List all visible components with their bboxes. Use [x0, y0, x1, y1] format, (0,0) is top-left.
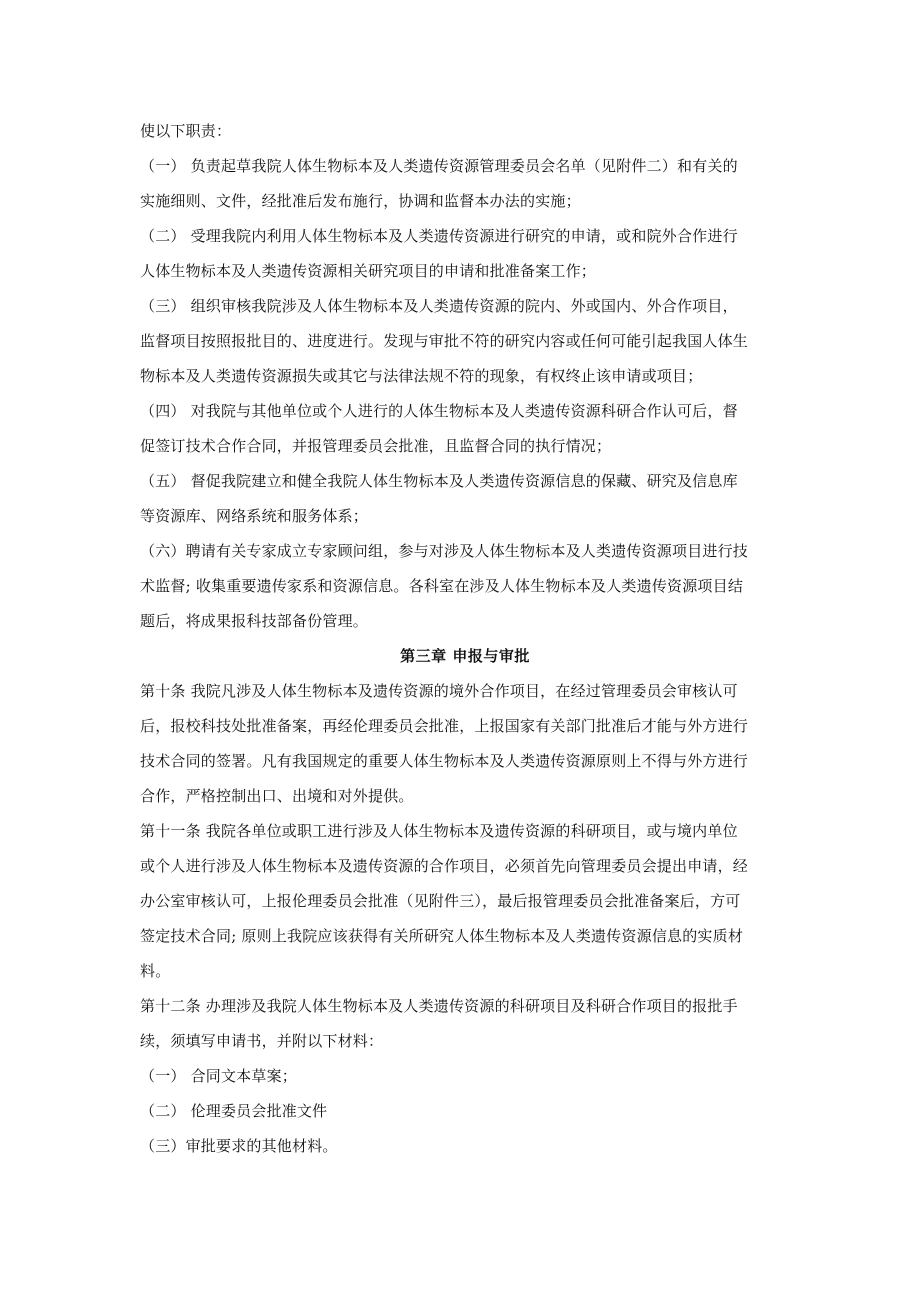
duty-item-3	[140, 289, 790, 394]
text-line: 办公室审核认可，上报伦理委员会批准（见附件三），最后报管理委员会批准备案后，方可	[140, 892, 741, 910]
text-line: 使以下职责：	[140, 122, 232, 140]
text-line: 技术合同的签署。凡有我国规定的重要人体生物标本及人类遗传资源原则上不得与外方进行	[140, 752, 749, 770]
text-line: 料。	[140, 962, 171, 980]
duty-item-6	[140, 534, 790, 639]
text-line: 人体生物标本及人类遗传资源相关研究项目的申请和批准备案工作；	[140, 262, 597, 280]
duty-item-5	[140, 464, 790, 534]
article-12	[140, 989, 790, 1059]
text-line: （四） 对我院与其他单位或个人进行的人体生物标本及人类遗传资源科研合作认可后，督	[140, 402, 738, 420]
article-11	[140, 814, 790, 989]
text-line: 后，报校科技处批准备案，再经伦理委员会批准，上报国家有关部门批准后才能与外方进行	[140, 717, 749, 735]
material-list	[140, 1059, 790, 1164]
duty-item-2	[140, 219, 790, 289]
text-line: （二） 受理我院内利用人体生物标本及人类遗传资源进行研究的申请，或和院外合作进行	[140, 227, 738, 245]
text-line: （一） 负责起草我院人体生物标本及人类遗传资源管理委员会名单（见附件二）和有关的	[140, 157, 738, 175]
list-item: （二） 伦理委员会批准文件	[140, 1102, 328, 1120]
text-line: 监督项目按照报批目的、进度进行。发现与审批不符的研究内容或任何可能引起我国人体生	[140, 332, 749, 350]
text-line: 续，须填写申请书，并附以下材料：	[140, 1032, 384, 1050]
text-line: 促签订技术合作合同，并报管理委员会批准，且监督合同的执行情况；	[140, 437, 612, 455]
text-line: （三） 组织审核我院涉及人体生物标本及人类遗传资源的院内、外或国内、外合作项目，	[140, 297, 738, 315]
text-line: 物标本及人类遗传资源损失或其它与法律法规不符的现象，有权终止该申请或项目；	[140, 367, 703, 385]
duty-item-1	[140, 149, 790, 219]
duties-intro	[140, 114, 790, 149]
text-line: 题后，将成果报科技部备份管理。	[140, 612, 369, 630]
list-item: （三）审批要求的其他材料。	[140, 1137, 338, 1155]
article-10	[140, 674, 790, 814]
text-line: 第十二条 办理涉及我院人体生物标本及人类遗传资源的科研项目及科研合作项目的报批手	[140, 997, 738, 1015]
text-line: 实施细则、文件，经批准后发布施行，协调和监督本办法的实施；	[140, 192, 581, 210]
duty-item-4	[140, 394, 790, 464]
text-line: 等资源库、网络系统和服务体系；	[140, 507, 369, 525]
text-line: 第十一条 我院各单位或职工进行涉及人体生物标本及遗传资源的科研项目，或与境内单位	[140, 822, 738, 840]
list-item: （一） 合同文本草案；	[140, 1067, 297, 1085]
text-line: 签定技术合同; 原则上我院应该获得有关所研究人体生物标本及人类遗传资源信息的实质材	[140, 927, 744, 945]
text-line: （五） 督促我院建立和健全我院人体生物标本及人类遗传资源信息的保藏、研究及信息库	[140, 472, 738, 490]
text-line: （六）聘请有关专家成立专家顾问组，参与对涉及人体生物标本及人类遗传资源项目进行技	[140, 542, 749, 560]
chapter-heading: 第三章 申报与审批	[400, 647, 530, 665]
text-line: 合作，严格控制出口、出境和对外提供。	[140, 787, 414, 805]
text-line: 术监督; 收集重要遗传家系和资源信息。各科室在涉及人体生物标本及人类遗传资源项目结	[140, 577, 744, 595]
text-line: 或个人进行涉及人体生物标本及遗传资源的合作项目，必须首先向管理委员会提出申请，经	[140, 857, 749, 875]
document-body	[140, 114, 790, 1164]
text-line: 第十条 我院凡涉及人体生物标本及遗传资源的境外合作项目，在经过管理委员会审核认可	[140, 682, 738, 700]
